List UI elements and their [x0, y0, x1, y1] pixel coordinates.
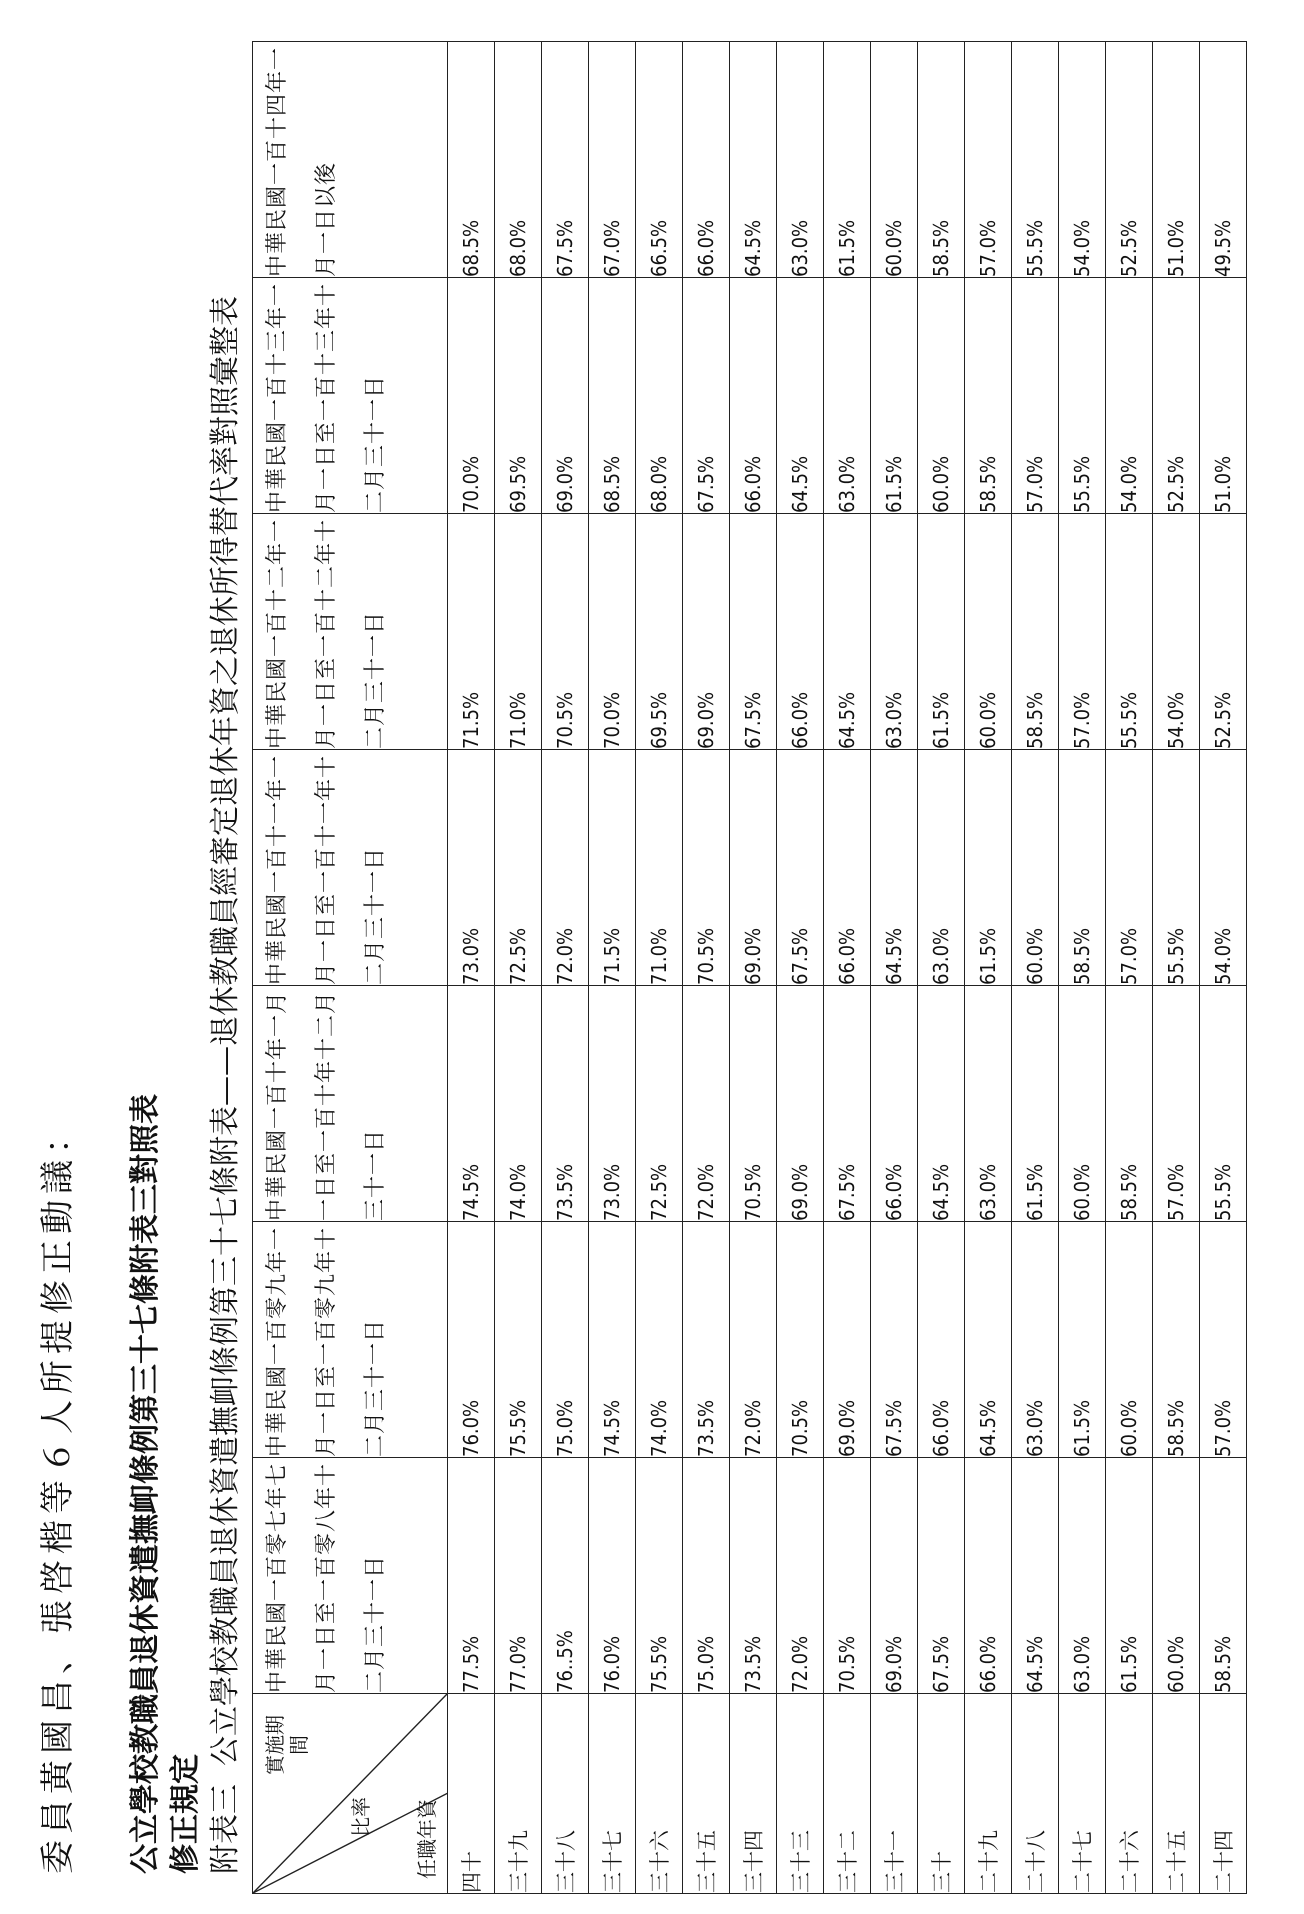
- rate-cell: 68.0%: [636, 278, 683, 514]
- table-row: [589, 42, 636, 1894]
- rate-cell: 64.5%: [824, 514, 871, 750]
- service-years-cell: 二十四: [1200, 1694, 1247, 1894]
- rate-cell: 63.0%: [965, 986, 1012, 1222]
- rate-cell: 69.0%: [871, 1458, 918, 1694]
- rate-cell: 61.5%: [918, 514, 965, 750]
- rate-cell: 70.5%: [824, 1458, 871, 1694]
- table-row: [871, 42, 918, 1894]
- annex-caption-line: [200, 296, 244, 1874]
- table-row: [542, 42, 589, 1894]
- rate-cell: 66.0%: [730, 278, 777, 514]
- corner-years-label: 任職年資: [415, 1799, 439, 1879]
- rate-cell: 58.5%: [965, 278, 1012, 514]
- rate-cell: 75.0%: [683, 1458, 730, 1694]
- service-years-cell: 三十六: [636, 1694, 683, 1894]
- rate-cell: 73.0%: [448, 750, 495, 986]
- table-row: [965, 42, 1012, 1894]
- service-years-cell: 三十五: [683, 1694, 730, 1894]
- rate-cell: 67.5%: [871, 1222, 918, 1458]
- table-corner-cell: [253, 1694, 448, 1894]
- rate-cell: 63.0%: [777, 42, 824, 278]
- rate-cell: 52.5%: [1106, 42, 1153, 278]
- rate-cell: 57.0%: [1106, 750, 1153, 986]
- rate-cell: 67.5%: [683, 278, 730, 514]
- rate-cell: 67.5%: [824, 986, 871, 1222]
- annex-caption: 公立學校教職員退休資遣撫卹條例第三十七條附表——退休教職員經審定退休年資之退休所得替代率對照彙整表: [208, 296, 243, 1766]
- service-years-cell: 四十: [448, 1694, 495, 1894]
- rate-cell: 66.0%: [777, 514, 824, 750]
- rate-cell: 55.5%: [1200, 986, 1247, 1222]
- rate-cell: 66.0%: [871, 986, 918, 1222]
- rate-cell: 67.5%: [777, 750, 824, 986]
- rate-cell: 74.0%: [636, 1222, 683, 1458]
- rate-cell: 73.5%: [730, 1458, 777, 1694]
- service-years-cell: 三十四: [730, 1694, 777, 1894]
- service-years-cell: 三十二: [824, 1694, 871, 1894]
- rate-cell: 70.5%: [542, 514, 589, 750]
- table-row: [1059, 42, 1106, 1894]
- rate-cell: 58.5%: [1012, 514, 1059, 750]
- rate-cell: 64.5%: [965, 1222, 1012, 1458]
- period-header: 中華民國一百零七年七月一日至一百零八年十二月三十一日: [253, 1458, 448, 1694]
- table-row: [1012, 42, 1059, 1894]
- rate-cell: 58.5%: [1059, 750, 1106, 986]
- rate-cell: 76..5%: [542, 1458, 589, 1694]
- service-years-cell: 二十五: [1153, 1694, 1200, 1894]
- rate-cell: 54.0%: [1200, 750, 1247, 986]
- table-row: [1200, 42, 1247, 1894]
- rate-cell: 64.5%: [871, 750, 918, 986]
- rate-cell: 66.0%: [918, 1222, 965, 1458]
- rate-cell: 49.5%: [1200, 42, 1247, 278]
- service-years-cell: 二十六: [1106, 1694, 1153, 1894]
- rate-cell: 61.5%: [1012, 986, 1059, 1222]
- rate-cell: 69.0%: [683, 514, 730, 750]
- rate-cell: 72.0%: [777, 1458, 824, 1694]
- rate-cell: 60.0%: [918, 278, 965, 514]
- table-row: [824, 42, 871, 1894]
- service-years-cell: 二十九: [965, 1694, 1012, 1894]
- rate-cell: 73.5%: [683, 1222, 730, 1458]
- rate-cell: 55.5%: [1059, 278, 1106, 514]
- rate-cell: 70.5%: [730, 986, 777, 1222]
- rate-cell: 77.0%: [495, 1458, 542, 1694]
- rate-cell: 60.0%: [1012, 750, 1059, 986]
- rate-cell: 51.0%: [1200, 278, 1247, 514]
- rate-cell: 69.0%: [824, 1222, 871, 1458]
- rate-cell: 67.5%: [730, 514, 777, 750]
- rate-cell: 72.5%: [636, 986, 683, 1222]
- rate-cell: 52.5%: [1153, 278, 1200, 514]
- service-years-cell: 二十七: [1059, 1694, 1106, 1894]
- rate-cell: 66.0%: [965, 1458, 1012, 1694]
- rate-cell: 58.5%: [1106, 986, 1153, 1222]
- rate-cell: 71.0%: [636, 750, 683, 986]
- rate-cell: 77.5%: [448, 1458, 495, 1694]
- replacement-rate-table: [252, 41, 1247, 1894]
- rate-cell: 54.0%: [1106, 278, 1153, 514]
- service-years-cell: 三十八: [542, 1694, 589, 1894]
- rate-cell: 72.0%: [730, 1222, 777, 1458]
- rate-cell: 68.0%: [495, 42, 542, 278]
- rate-cell: 55.5%: [1106, 514, 1153, 750]
- period-header: 中華民國一百十四年一月一日以後: [253, 42, 448, 278]
- rate-cell: 74.5%: [589, 1222, 636, 1458]
- rate-cell: 70.0%: [589, 514, 636, 750]
- rate-cell: 64.5%: [918, 986, 965, 1222]
- rate-cell: 57.0%: [1153, 986, 1200, 1222]
- rate-cell: 55.5%: [1012, 42, 1059, 278]
- service-years-cell: 三十九: [495, 1694, 542, 1894]
- rate-cell: 67.0%: [589, 42, 636, 278]
- rate-cell: 73.5%: [542, 986, 589, 1222]
- rate-cell: 69.5%: [636, 514, 683, 750]
- rate-cell: 60.0%: [1059, 986, 1106, 1222]
- rate-cell: 63.0%: [918, 750, 965, 986]
- rate-cell: 60.0%: [1153, 1458, 1200, 1694]
- rate-cell: 63.0%: [1012, 1222, 1059, 1458]
- rate-cell: 69.0%: [542, 278, 589, 514]
- corner-period-label: 實施期間: [263, 1715, 311, 1775]
- rate-cell: 75.5%: [495, 1222, 542, 1458]
- rate-cell: 64.5%: [1012, 1458, 1059, 1694]
- rate-cell: 55.5%: [1153, 750, 1200, 986]
- rate-cell: 74.5%: [448, 986, 495, 1222]
- rate-cell: 70.5%: [683, 750, 730, 986]
- rate-cell: 67.5%: [918, 1458, 965, 1694]
- rate-cell: 70.0%: [448, 278, 495, 514]
- rate-cell: 60.0%: [965, 514, 1012, 750]
- annex-code: 附表三: [208, 1784, 243, 1874]
- rate-cell: 58.5%: [1153, 1222, 1200, 1458]
- service-years-cell: 三十一: [871, 1694, 918, 1894]
- document-title: 公立學校教職員退休資遣撫卹條例第三十七條附表三對照表: [128, 1094, 163, 1874]
- rate-cell: 54.0%: [1059, 42, 1106, 278]
- rate-cell: 54.0%: [1153, 514, 1200, 750]
- rate-cell: 57.0%: [1200, 1222, 1247, 1458]
- rate-cell: 67.5%: [542, 42, 589, 278]
- rate-cell: 63.0%: [824, 278, 871, 514]
- rate-cell: 64.5%: [777, 278, 824, 514]
- period-header: 中華民國一百十一年一月一日至一百十一年十二月三十一日: [253, 750, 448, 986]
- rate-cell: 58.5%: [918, 42, 965, 278]
- rate-cell: 76.0%: [589, 1458, 636, 1694]
- service-years-cell: 三十: [918, 1694, 965, 1894]
- rate-cell: 75.0%: [542, 1222, 589, 1458]
- service-years-cell: 三十七: [589, 1694, 636, 1894]
- period-header: 中華民國一百零九年一月一日至一百零九年十二月三十一日: [253, 1222, 448, 1458]
- rate-cell: 71.0%: [495, 514, 542, 750]
- rate-cell: 61.5%: [824, 42, 871, 278]
- rate-cell: 51.0%: [1153, 42, 1200, 278]
- rate-cell: 64.5%: [730, 42, 777, 278]
- rate-cell: 69.0%: [730, 750, 777, 986]
- rate-cell: 57.0%: [965, 42, 1012, 278]
- table-row: [636, 42, 683, 1894]
- rate-cell: 61.5%: [1059, 1222, 1106, 1458]
- rate-cell: 66.0%: [824, 750, 871, 986]
- rate-cell: 61.5%: [871, 278, 918, 514]
- rate-cell: 70.5%: [777, 1222, 824, 1458]
- period-header: 中華民國一百十二年一月一日至一百十二年十二月三十一日: [253, 514, 448, 750]
- table-header-row: [253, 42, 448, 1894]
- table-row: [448, 42, 495, 1894]
- rate-cell: 75.5%: [636, 1458, 683, 1694]
- proposer-line: 委員黃國昌、張啓楷等６人所提修正動議：: [38, 1114, 78, 1874]
- rate-cell: 58.5%: [1200, 1458, 1247, 1694]
- rate-cell: 71.5%: [448, 514, 495, 750]
- rate-cell: 66.0%: [683, 42, 730, 278]
- rate-cell: 68.5%: [589, 278, 636, 514]
- rate-cell: 63.0%: [1059, 1458, 1106, 1694]
- corner-rate-label: 比率: [349, 1797, 373, 1837]
- table-row: [683, 42, 730, 1894]
- document-subtitle: 修正規定: [168, 1754, 203, 1874]
- rate-cell: 76.0%: [448, 1222, 495, 1458]
- rate-cell: 72.0%: [542, 750, 589, 986]
- rate-cell: 66.5%: [636, 42, 683, 278]
- table-row: [730, 42, 777, 1894]
- period-header: 中華民國一百十三年一月一日至一百十三年十二月三十一日: [253, 278, 448, 514]
- rate-cell: 72.0%: [683, 986, 730, 1222]
- rate-cell: 57.0%: [1059, 514, 1106, 750]
- rate-cell: 72.5%: [495, 750, 542, 986]
- rate-cell: 71.5%: [589, 750, 636, 986]
- rate-cell: 52.5%: [1200, 514, 1247, 750]
- period-header: 中華民國一百十年一月一日至一百十年十二月三十一日: [253, 986, 448, 1222]
- rate-cell: 63.0%: [871, 514, 918, 750]
- rate-cell: 69.0%: [777, 986, 824, 1222]
- rate-cell: 60.0%: [1106, 1222, 1153, 1458]
- rate-cell: 69.5%: [495, 278, 542, 514]
- rate-cell: 68.5%: [448, 42, 495, 278]
- rate-cell: 74.0%: [495, 986, 542, 1222]
- table-row: [918, 42, 965, 1894]
- rate-cell: 60.0%: [871, 42, 918, 278]
- service-years-cell: 二十八: [1012, 1694, 1059, 1894]
- rate-cell: 73.0%: [589, 986, 636, 1222]
- service-years-cell: 三十三: [777, 1694, 824, 1894]
- table-row: [495, 42, 542, 1894]
- rate-cell: 57.0%: [1012, 278, 1059, 514]
- rate-cell: 61.5%: [1106, 1458, 1153, 1694]
- table-row: [1106, 42, 1153, 1894]
- rate-cell: 61.5%: [965, 750, 1012, 986]
- table-row: [1153, 42, 1200, 1894]
- table-row: [777, 42, 824, 1894]
